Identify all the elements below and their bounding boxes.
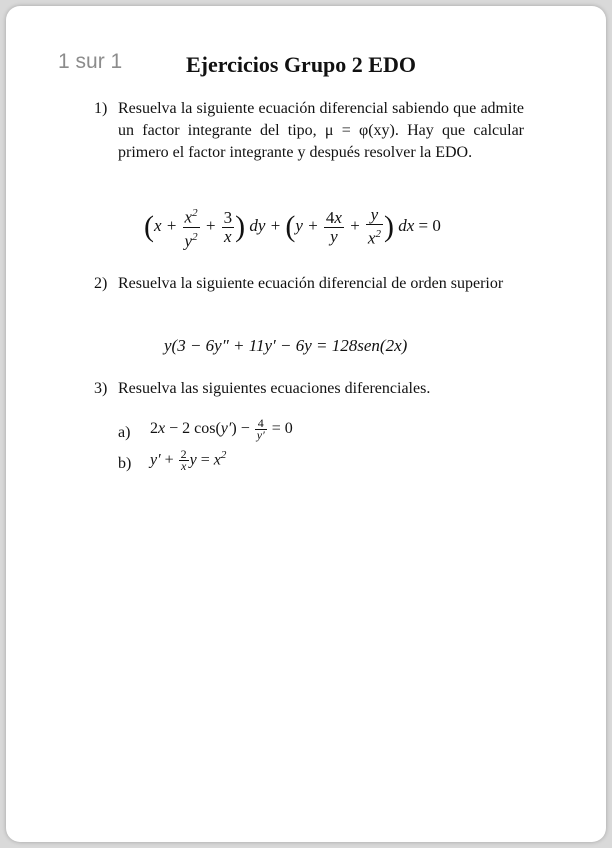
- document-title: Ejercicios Grupo 2 EDO: [186, 52, 416, 77]
- exercise-3-text: Resuelva las siguientes ecuaciones diferenciales.: [118, 380, 431, 397]
- exercise-3-number: 3): [94, 380, 108, 397]
- exercise-2-text: Resuelva la siguiente ecuación diferencial de orden superior: [118, 275, 504, 292]
- document-page: [6, 6, 606, 842]
- exercise-2-number: 2): [94, 275, 108, 292]
- exercise-2-equation: y(3 − 6y″ + 11y′ − 6y = 128sen(2x): [164, 336, 408, 355]
- exercise-1-number: 1): [94, 100, 108, 117]
- exercise-3a-equation: 2x − 2 cos(y′) − $\frac{4}{y'}$ = 0: [150, 416, 293, 442]
- page-counter: 1 sur 1: [58, 50, 123, 73]
- exercise-1-equation: (x + $\frac{x^2}{y^2}$ + $\frac{3}{x}$ ) dy + (y + $\frac{4x}{y}$ + $\frac{y}{x^2}$ ) dx = 0: [144, 205, 441, 251]
- exercise-3b-label: b): [118, 455, 132, 472]
- exercise-1-text: Resuelva la siguiente ecuación diferencial sabiendo que admite un factor integrante del tipo, μ = φ(xy). Hay que calcular primero el factor integrante y después resolver la EDO.: [118, 100, 524, 161]
- exercise-3b-equation: y′ + $\frac{2}{x}$ $y = x^2$: [150, 447, 227, 474]
- exercise-3a-label: a): [118, 424, 131, 441]
